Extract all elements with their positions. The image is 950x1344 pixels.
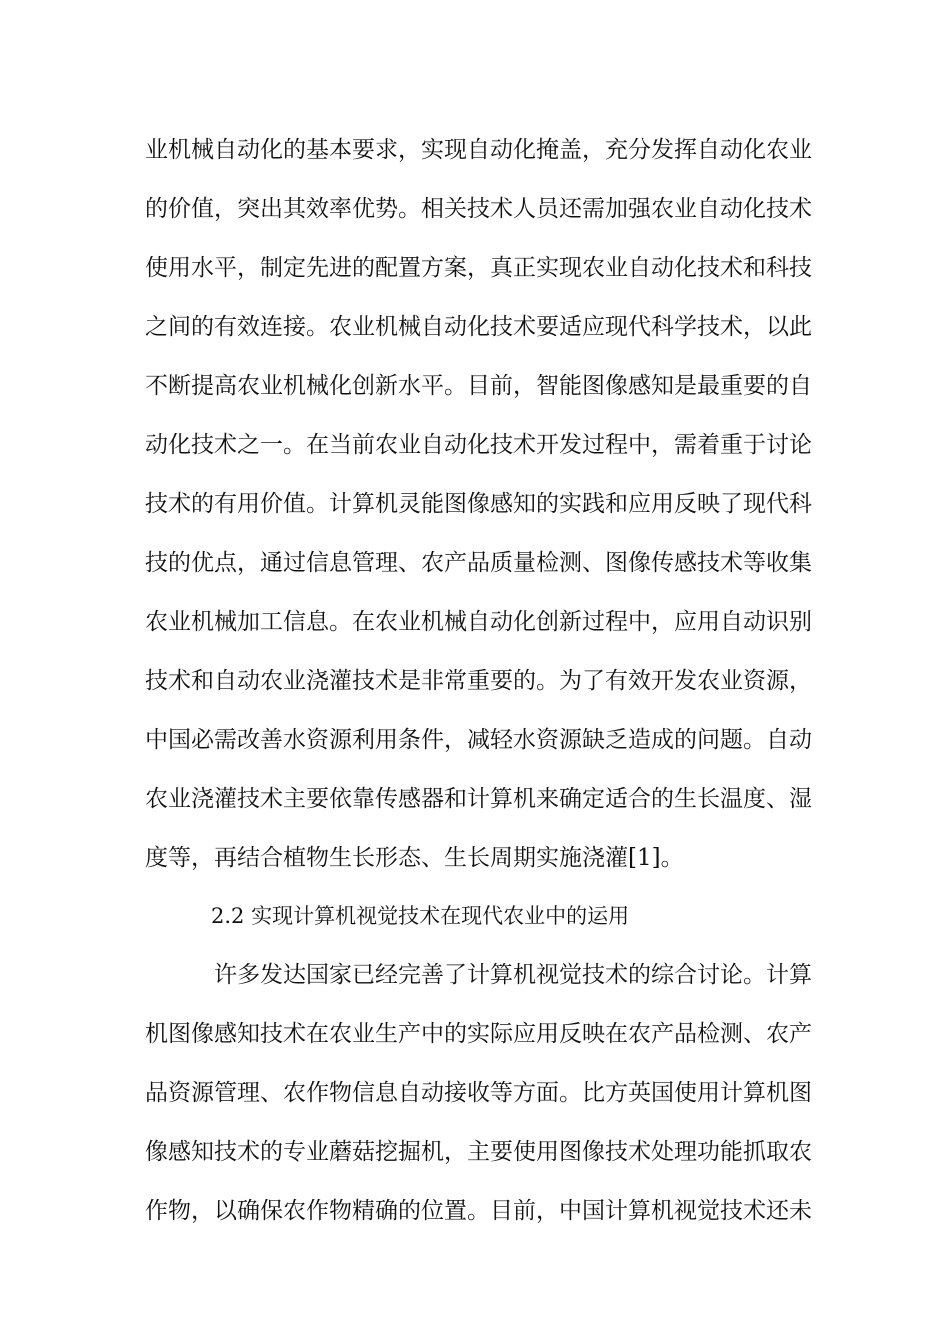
paragraph-1-line-7: 技术的有用价值。计算机灵能图像感知的实践和应用反映了现代科 bbox=[145, 491, 812, 517]
paragraph-2-line-1: 许多发达国家已经完善了计算机视觉技术的综合讨论。计算 bbox=[214, 962, 812, 988]
section-heading: 2.2 实现计算机视觉技术在现代农业中的运用 bbox=[211, 904, 630, 928]
paragraph-1-line-13: 度等，再结合植物生长形态、生长周期实施浇灌[1]。 bbox=[145, 845, 684, 871]
paragraph-2-line-2: 机图像感知技术在农业生产中的实际应用反映在农产品检测、农产 bbox=[145, 1021, 812, 1047]
paragraph-1-line-10: 技术和自动农业浇灌技术是非常重要的。为了有效开发农业资源， bbox=[145, 668, 812, 694]
paragraph-1-line-9: 农业机械加工信息。在农业机械自动化创新过程中，应用自动识别 bbox=[145, 609, 812, 635]
paragraph-1-line-4: 之间的有效连接。农业机械自动化技术要适应现代科学技术，以此 bbox=[145, 314, 812, 340]
paragraph-1-line-11: 中国必需改善水资源利用条件，减轻水资源缺乏造成的问题。自动 bbox=[145, 727, 812, 753]
paragraph-1-line-1: 业机械自动化的基本要求，实现自动化掩盖，充分发挥自动化农业 bbox=[145, 137, 812, 163]
paragraph-2-line-5: 作物，以确保农作物精确的位置。目前，中国计算机视觉技术还未 bbox=[145, 1198, 812, 1224]
paragraph-1-line-5: 不断提高农业机械化创新水平。目前，智能图像感知是最重要的自 bbox=[145, 373, 812, 399]
paragraph-1-line-2: 的价值，突出其效率优势。相关技术人员还需加强农业自动化技术 bbox=[145, 196, 812, 222]
paragraph-1-line-3: 使用水平，制定先进的配置方案，真正实现农业自动化技术和科技 bbox=[145, 255, 812, 281]
paragraph-1-line-8: 技的优点，通过信息管理、农产品质量检测、图像传感技术等收集 bbox=[145, 550, 812, 576]
paragraph-2-line-4: 像感知技术的专业蘑菇挖掘机，主要使用图像技术处理功能抓取农 bbox=[145, 1139, 812, 1165]
paragraph-1-line-6: 动化技术之一。在当前农业自动化技术开发过程中，需着重于讨论 bbox=[145, 432, 812, 458]
paragraph-2-line-3: 品资源管理、农作物信息自动接收等方面。比方英国使用计算机图 bbox=[145, 1080, 812, 1106]
paragraph-1-line-12: 农业浇灌技术主要依靠传感器和计算机来确定适合的生长温度、湿 bbox=[145, 786, 812, 812]
